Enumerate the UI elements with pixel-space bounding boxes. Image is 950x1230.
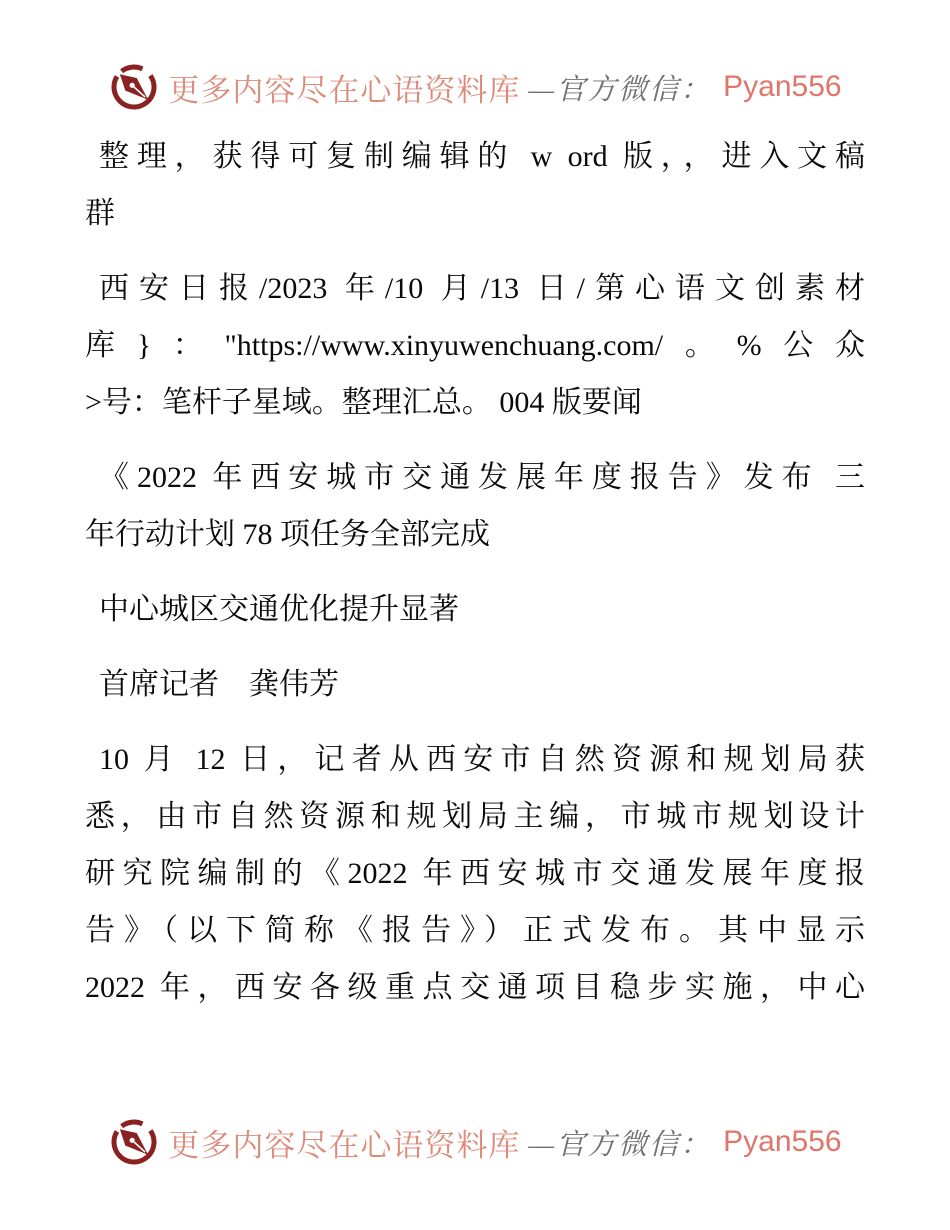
header-brand-bar xyxy=(0,58,950,114)
pen-circle-logo-icon xyxy=(108,61,160,113)
doc-line: 年行动计划 78 项任务全部完成 xyxy=(85,518,490,551)
doc-line: 西安日报/2023 年/10 月/13 日/第心语文创素材 xyxy=(99,272,865,305)
paragraph-headline xyxy=(85,449,865,563)
doc-line: 悉，由市自然资源和规划局主编，市城市规划设计 xyxy=(85,800,865,833)
doc-line: 库}："https://www.xinyuwenchuang.com/。%公众 xyxy=(85,329,865,362)
doc-line: 群 xyxy=(85,197,115,230)
wechat-label: —官方微信： xyxy=(528,73,712,106)
paragraph xyxy=(85,260,865,431)
footer-brand-bar xyxy=(0,1114,950,1170)
brand-text: 更多内容尽在心语资料库 xyxy=(168,72,521,108)
brand-text: 更多内容尽在心语资料库 xyxy=(168,1127,521,1163)
doc-line: 告》（以下简称《报告》）正式发布。其中显示 xyxy=(85,914,865,947)
document-body xyxy=(85,128,865,1016)
wechat-id: Pyan556 xyxy=(723,70,842,103)
wechat-label: —官方微信： xyxy=(528,1128,712,1161)
paragraph-byline xyxy=(85,656,865,713)
paragraph xyxy=(85,731,865,1016)
doc-line: 整理，获得可复制编辑的 w ord 版，，进入文稿 xyxy=(99,140,865,173)
doc-line: 2022 年，西安各级重点交通项目稳步实施，中心 xyxy=(85,971,865,1004)
paragraph xyxy=(85,128,865,242)
doc-line: >号：笔杆子星域。整理汇总。 004 版要闻 xyxy=(85,386,642,419)
doc-line: 中心城区交通优化提升显著 xyxy=(99,593,459,626)
doc-line: 首席记者 龚伟芳 xyxy=(99,668,339,701)
doc-line: 10 月 12 日，记者从西安市自然资源和规划局获 xyxy=(99,743,865,776)
doc-line: 研究院编制的《2022 年西安城市交通发展年度报 xyxy=(85,857,865,890)
doc-line: 《2022 年西安城市交通发展年度报告》发布 三 xyxy=(99,461,865,494)
paragraph-subheadline xyxy=(85,581,865,638)
wechat-id: Pyan556 xyxy=(723,1125,842,1158)
pen-circle-logo-icon xyxy=(108,1116,160,1168)
